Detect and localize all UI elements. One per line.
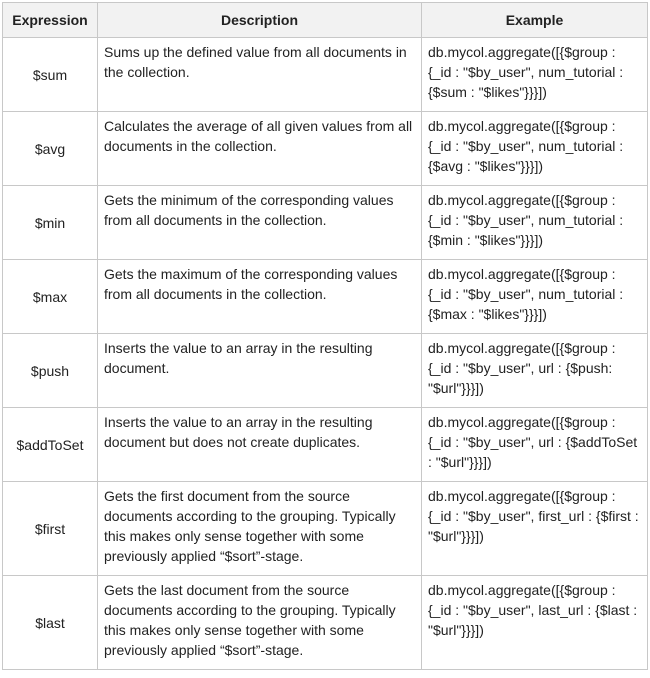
example-cell: db.mycol.aggregate([{$group : {_id : "$by_user", first_url : {$first : "$url"}}}]) (422, 482, 648, 576)
description-cell: Gets the maximum of the corresponding values from all documents in the collection. (98, 260, 422, 334)
expression-cell: $max (3, 260, 98, 334)
example-cell: db.mycol.aggregate([{$group : {_id : "$by_user", num_tutorial : {$min : "$likes"}}}]) (422, 186, 648, 260)
table-row (3, 334, 648, 408)
example-cell: db.mycol.aggregate([{$group : {_id : "$by_user", url : {$push: "$url"}}}]) (422, 334, 648, 408)
description-cell: Sums up the defined value from all documents in the collection. (98, 38, 422, 112)
example-cell: db.mycol.aggregate([{$group : {_id : "$by_user", num_tutorial : {$max : "$likes"}}}]) (422, 260, 648, 334)
table-row (3, 186, 648, 260)
expression-cell: $min (3, 186, 98, 260)
expression-cell: $avg (3, 112, 98, 186)
example-cell: db.mycol.aggregate([{$group : {_id : "$by_user", last_url : {$last : "$url"}}}]) (422, 576, 648, 670)
example-cell: db.mycol.aggregate([{$group : {_id : "$by_user", num_tutorial : {$sum : "$likes"}}}]) (422, 38, 648, 112)
table-row (3, 260, 648, 334)
description-cell: Gets the last document from the source documents according to the grouping. Typically this makes only sense together with some previously applied “$sort”-stage. (98, 576, 422, 670)
description-cell: Gets the first document from the source documents according to the grouping. Typically this makes only sense together with some previously applied “$sort”-stage. (98, 482, 422, 576)
expression-cell: $sum (3, 38, 98, 112)
header-description: Description (98, 3, 422, 38)
header-example: Example (422, 3, 648, 38)
description-cell: Gets the minimum of the corresponding values from all documents in the collection. (98, 186, 422, 260)
table-row (3, 112, 648, 186)
table-row (3, 38, 648, 112)
expression-cell: $addToSet (3, 408, 98, 482)
table-row (3, 408, 648, 482)
table-row (3, 576, 648, 670)
expression-cell: $first (3, 482, 98, 576)
example-cell: db.mycol.aggregate([{$group : {_id : "$by_user", num_tutorial : {$avg : "$likes"}}}]) (422, 112, 648, 186)
expression-cell: $push (3, 334, 98, 408)
table-row (3, 482, 648, 576)
expression-cell: $last (3, 576, 98, 670)
aggregation-expressions-table (2, 2, 648, 670)
description-cell: Inserts the value to an array in the resulting document. (98, 334, 422, 408)
example-cell: db.mycol.aggregate([{$group : {_id : "$by_user", url : {$addToSet : "$url"}}}]) (422, 408, 648, 482)
header-row (3, 3, 648, 38)
description-cell: Inserts the value to an array in the resulting document but does not create duplicates. (98, 408, 422, 482)
description-cell: Calculates the average of all given values from all documents in the collection. (98, 112, 422, 186)
header-expression: Expression (3, 3, 98, 38)
